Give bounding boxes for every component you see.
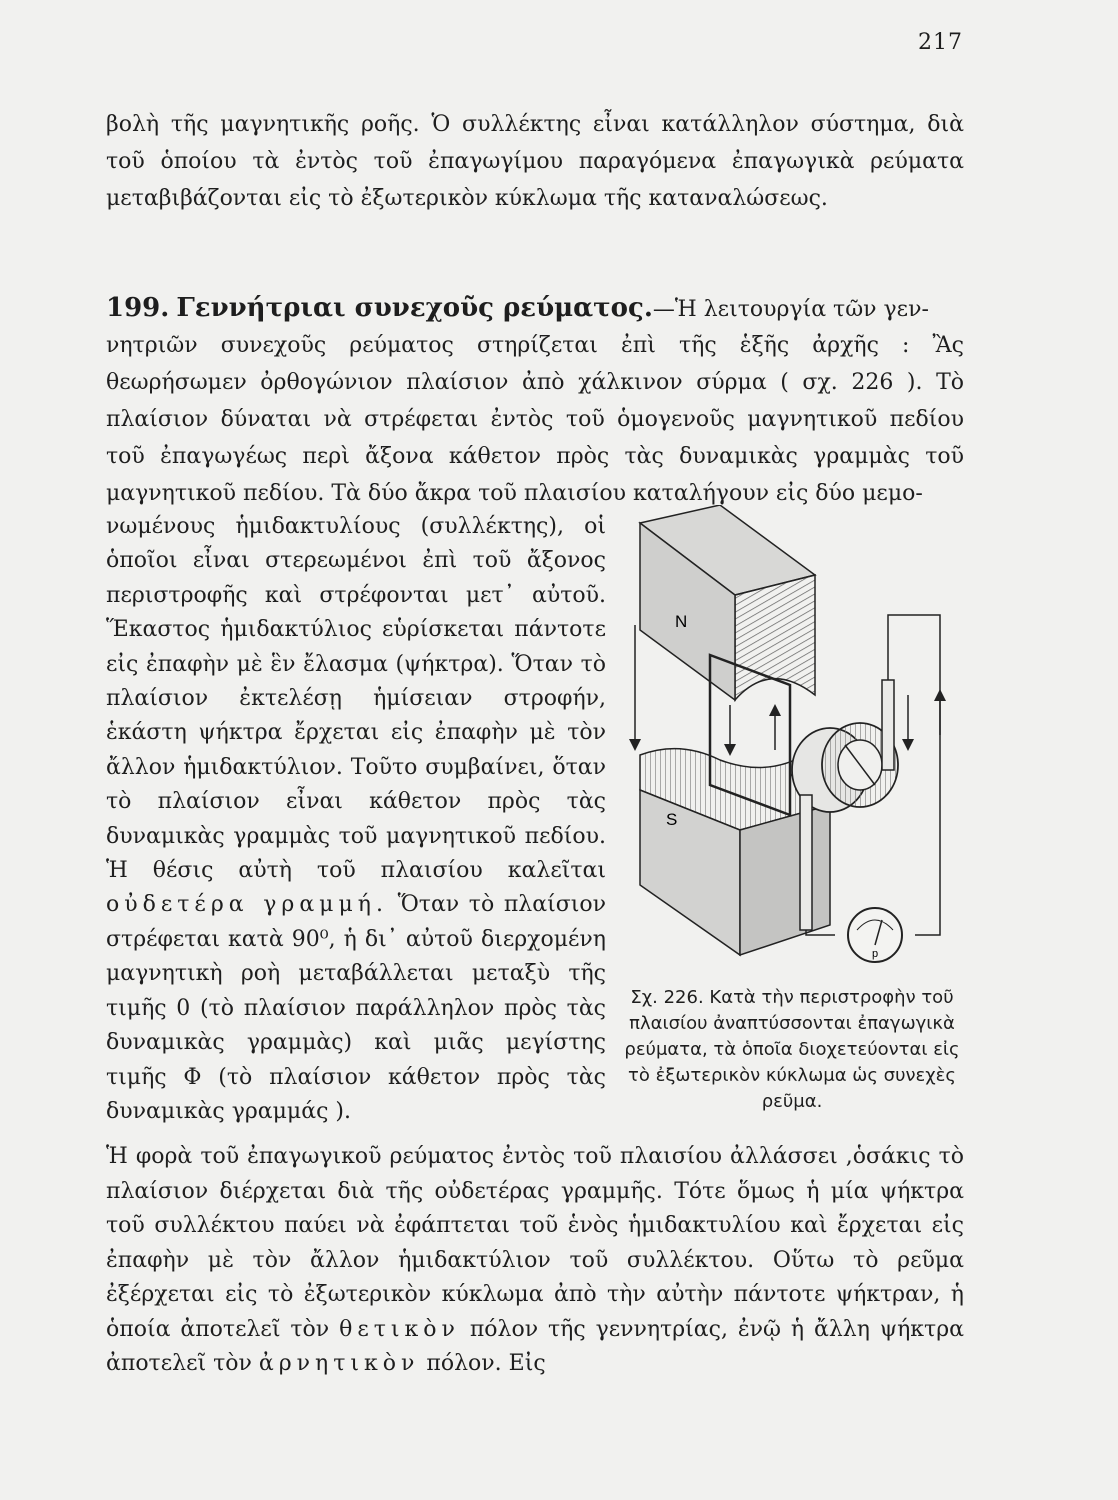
brush-right <box>882 680 894 770</box>
paragraph-left-part2: Ὅταν τὸ πλαίσιον στρέφεται κατὰ 90⁰, ἡ δι᾽ αὐτοῦ διερχομένη μαγνητικὴ ροὴ μεταβάλλεται μεταξὺ τῆς τιμῆς 0 (τὸ πλαίσιον παράλληλον πρὸς τὰς δυναμικὰς γραμμὰς) καὶ μιᾶς μεγίστης τιμῆς Φ (τὸ πλαίσιον κάθετον πρὸς τὰς δυναμικὰς γραμμάς ). <box>106 892 606 1124</box>
paragraph-bottom-part2: πόλον τῆς γεννητρίας, ἐνῷ ἡ ἄλλη ψήκτρα ἀποτελεῖ τὸν <box>106 1316 964 1376</box>
section-lead: —Ἡ λειτουργία τῶν γεν- <box>652 297 929 322</box>
section-body: νητριῶν συνεχοῦς ρεύματος στηρίζεται ἐπὶ τῆς ἑξῆς ἀρχῆς : Ἂς θεωρήσωμεν ὀρθογώνιον πλαίσιον ἀπὸ χάλκινον σύρμα ( σχ. 226 ). Τὸ πλαίσιον δύναται νὰ στρέφεται ἐντὸς τοῦ ὁμογενοῦς μαγνητικοῦ πεδίου τοῦ ἐπαγωγέως περὶ ἄξονα κάθετον πρὸς τὰς δυναμικὰς γραμμὰς τοῦ μαγνητικοῦ πεδίου. Τὰ δύο ἄκρα τοῦ πλαισίου καταλήγουν εἰς δύο μεμο- <box>106 333 964 506</box>
paragraph-bottom <box>106 1140 964 1382</box>
north-label: N <box>675 612 688 631</box>
positive-term: θετικὸν <box>339 1316 460 1342</box>
north-pole-magnet <box>640 505 815 700</box>
neutral-line-term: οὐδετέρα γραμμή. <box>106 892 388 918</box>
paragraph-bottom-part3: πόλον. Εἰς <box>426 1351 546 1376</box>
meter-label: p <box>871 948 879 960</box>
paragraph-top: βολὴ τῆς μαγνητικῆς ροῆς. Ὁ συλλέκτης εἶναι κατάλληλον σύστημα, διὰ τοῦ ὁποίου τὰ ἐντὸς τοῦ ἐπαγωγίμου παραγόμενα ἐπαγωγικὰ ρεύματα μεταβιβάζονται εἰς τὸ ἐξωτερικὸν κύκλωμα τῆς καταναλώσεως. <box>106 112 964 211</box>
section-title: Γεννήτριαι συνεχοῦς ρεύματος. <box>176 293 653 323</box>
paragraph-left-part1: νωμένους ἡμιδακτυλίους (συλλέκτης), οἱ ὁποῖοι εἶναι στερεωμένοι ἐπὶ τοῦ ἄξονος περιστροφῆς καὶ στρέφονται μετ᾽ αὐτοῦ. Ἕκαστος ἡμιδακτύλιος εὑρίσκεται πάντοτε εἰς ἐπαφὴν μὲ ἓν ἔλασμα (ψήκτρα). Ὅταν τὸ πλαίσιον ἐκτελέσῃ ἡμίσειαν στροφήν, ἑκάστη ψήκτρα ἔρχεται εἰς ἐπαφὴν μὲ τὸν ἄλλον ἡμιδακτύλιον. Τοῦτο συμβαίνει, ὅταν τὸ πλαίσιον εἶναι κάθετον πρὸς τὰς δυναμικὰς γραμμὰς τοῦ μαγνητικοῦ πεδίου. Ἡ θέσις αὐτὴ τοῦ πλαισίου καλεῖται <box>106 514 606 884</box>
negative-term: ἀρνητικὸν <box>258 1351 420 1376</box>
section-number: 199. <box>106 293 170 323</box>
paragraph-bottom-part1: Ἡ φορὰ τοῦ ἐπαγωγικοῦ ρεύματος ἐντὸς τοῦ πλαισίου ἀλλάσσει ,ὁσάκις τὸ πλαίσιον διέρχεται διὰ τῆς οὐδετέρας γραμμῆς. Τότε ὅμως ἡ μία ψήκτρα τοῦ συλλέκτου παύει νὰ ἐφάπτεται τοῦ ἑνὸς ἡμιδακτυλίου καὶ ἔρχεται εἰς ἐπαφὴν μὲ τὸν ἄλλον ἡμιδακτύλιον τοῦ συλλέκτου. Οὕτω τὸ ρεῦμα ἐξέρχεται εἰς τὸ ἐξωτερικὸν κύκλωμα ἀπὸ τὴν αὐτὴν πάντοτε ψήκτραν, ἡ ὁποία ἀποτελεῖ τὸν <box>106 1144 964 1342</box>
south-label: S <box>666 810 678 829</box>
generator-figure <box>620 505 960 975</box>
page-number: 217 <box>918 30 963 55</box>
brush-left <box>800 795 812 930</box>
paragraph-left <box>106 510 606 1129</box>
figure-caption: Σχ. 226. Κατὰ τὴν περιστροφὴν τοῦ πλαισίου ἀναπτύσσονται ἐπαγωγικὰ ρεύματα, τὰ ὁποῖα διοχετεύονται εἰς τὸ ἐξωτερικὸν κύκλωμα ὡς συνεχὲς ρεῦμα. <box>624 987 960 1112</box>
section-heading-line <box>106 290 964 328</box>
